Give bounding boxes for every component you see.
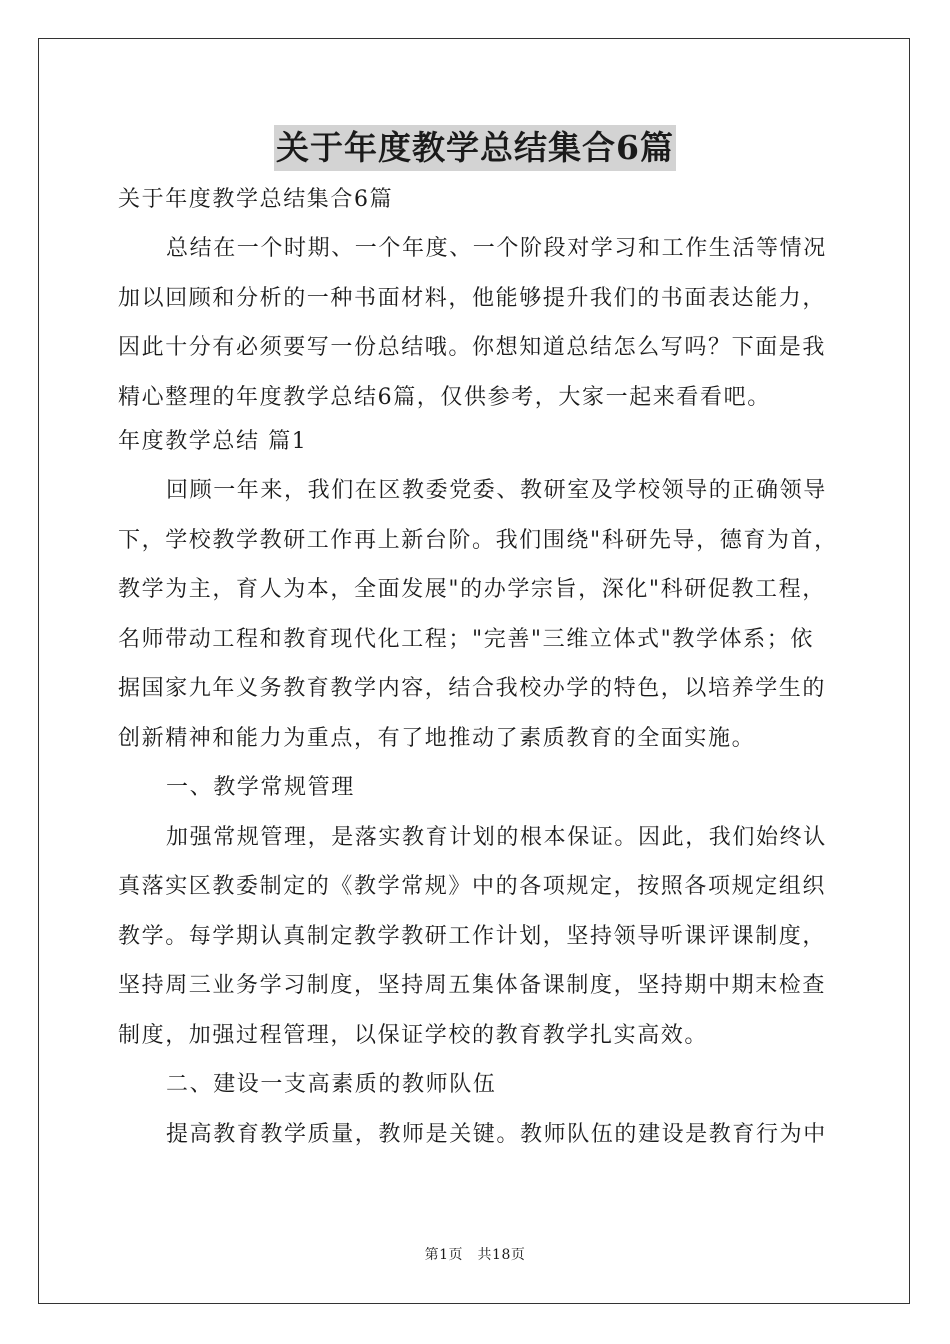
page-footer: 第1页 共18页	[424, 1247, 526, 1263]
intro-line: 加以回顾和分析的一种书面材料，他能够提升我们的书面表达能力，	[118, 285, 827, 311]
paragraph-line: 坚持周三业务学习制度，坚持周五集体备课制度，坚持期中期末检查	[118, 973, 827, 998]
intro-line: 总结在一个时期、一个年度、一个阶段对学习和工作生活等情况	[166, 236, 827, 261]
section-heading: 年度教学总结 篇1	[118, 429, 308, 454]
subheading-teaching-management: 一、教学常规管理	[166, 775, 355, 800]
paragraph-line: 名师带动工程和教育现代化工程；"完善"三维立体式"教学体系；依	[118, 626, 814, 652]
title-container	[0, 125, 950, 171]
paragraph-line: 据国家九年义务教育教学内容，结合我校办学的特色，以培养学生的	[118, 676, 827, 701]
paragraph-line: 创新精神和能力为重点，有了地推动了素质教育的全面实施。	[118, 725, 756, 751]
paragraph-3	[118, 1110, 838, 1160]
paragraph-line: 加强常规管理，是落实教育计划的根本保证。因此，我们始终认	[166, 824, 827, 850]
paragraph-2	[118, 813, 838, 1061]
paragraph-line: 下，学校教学教研工作再上新台阶。我们围绕"科研先导，德育为首，	[118, 527, 838, 553]
intro-paragraph	[118, 224, 838, 422]
paragraph-1	[118, 466, 838, 763]
document-body	[118, 180, 838, 1159]
document-title: 关于年度教学总结集合6篇	[274, 125, 676, 171]
intro-line: 因此十分有必须要写一份总结哦。你想知道总结怎么写吗？下面是我	[118, 335, 827, 360]
intro-line: 精心整理的年度教学总结6篇，仅供参考，大家一起来看看吧。	[118, 384, 771, 410]
paragraph-line: 教学为主，育人为本，全面发展"的办学宗旨，深化"科研促教工程，	[118, 577, 826, 602]
paragraph-line: 制度，加强过程管理，以保证学校的教育教学扎实高效。	[118, 1022, 709, 1048]
paragraph-line: 真落实区教委制定的《教学常规》中的各项规定，按照各项规定组织	[118, 874, 827, 899]
document-subtitle: 关于年度教学总结集合6篇	[118, 187, 394, 212]
paragraph-line: 提高教育教学质量，教师是关键。教师队伍的建设是教育行为中	[166, 1121, 827, 1147]
paragraph-line: 教学。每学期认真制定教学教研工作计划，坚持领导听课评课制度，	[118, 923, 827, 949]
subheading-teacher-team: 二、建设一支高素质的教师队伍	[166, 1072, 497, 1097]
paragraph-line: 回顾一年来，我们在区教委党委、教研室及学校领导的正确领导	[166, 478, 827, 503]
